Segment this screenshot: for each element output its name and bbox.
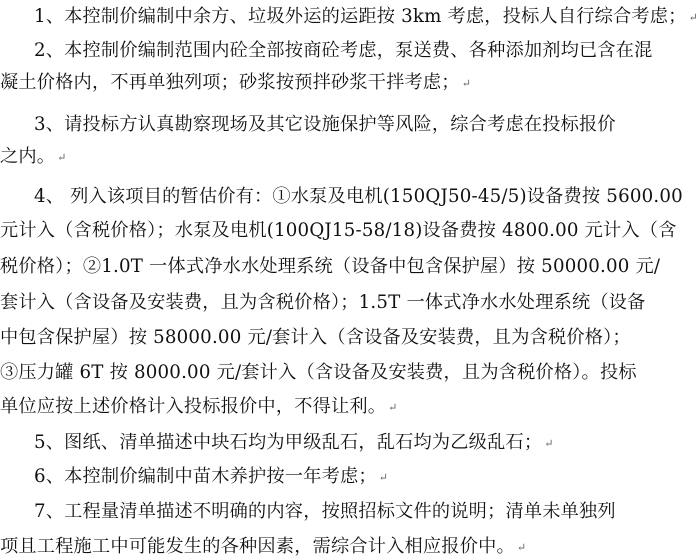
line-text: 7、工程量清单描述不明确的内容，按照招标文件的说明；清单未单独列 bbox=[34, 501, 616, 522]
paragraph-7-line-2 bbox=[0, 535, 690, 560]
line-text: 项且工程施工中可能发生的各种因素，需综合计入相应报价中。 bbox=[0, 536, 515, 557]
paragraph-4-line-7 bbox=[0, 395, 690, 420]
paragraph-4-line-5 bbox=[0, 326, 690, 350]
paragraph-3-line-1 bbox=[34, 113, 690, 137]
line-text: 元计入（含税价格）；水泵及电机(100QJ15-58/18)设备费按 4800.00 元计入（含 bbox=[0, 220, 677, 241]
paragraph-mark-icon: ↵ bbox=[378, 471, 389, 484]
line-text: 单位应按上述价格计入投标报价中，不得让利。 bbox=[0, 396, 387, 417]
paragraph-mark-icon: ↵ bbox=[461, 77, 472, 90]
paragraph-4-line-4 bbox=[0, 291, 690, 315]
line-text: 之内。 bbox=[0, 146, 56, 167]
line-text: 1、本控制价编制中余方、垃圾外运的运距按 3km 考虑，投标人自行综合考虑； bbox=[34, 6, 687, 27]
paragraph-mark-icon: ↵ bbox=[688, 11, 698, 24]
paragraph-4-line-2 bbox=[0, 219, 690, 243]
paragraph-mark-icon: ↵ bbox=[57, 151, 67, 164]
paragraph-4-line-1 bbox=[34, 185, 690, 209]
line-text: 中包含保护屋）按 58000.00 元/套计入（含设备及安装费，且为含税价格）； bbox=[0, 327, 631, 348]
line-text: 4、 列入该项目的暂估价有：①水泵及电机(150QJ50-45/5)设备费按 5600.00 bbox=[34, 186, 683, 207]
line-text: 套计入（含设备及安装费，且为含税价格）；1.5T 一体式净水水处理系统（设备 bbox=[0, 292, 646, 313]
line-text: 税价格）；②1.0T 一体式净水水处理系统（设备中包含保护屋）按 50000.00 元/ bbox=[0, 256, 661, 277]
line-text: 5、图纸、清单描述中块石均为甲级乱石，乱石均为乙级乱石； bbox=[34, 432, 543, 453]
paragraph-2-line-1 bbox=[34, 39, 690, 63]
line-text: ③压力罐 6T 按 8000.00 元/套计入（含设备及安装费，且为含税价格）。投标 bbox=[0, 362, 637, 383]
paragraph-6-line-1 bbox=[34, 465, 690, 490]
line-text: 凝土价格内，不再单独列项；砂浆按预拌砂浆干拌考虑； bbox=[0, 72, 460, 93]
line-text: 3、请投标方认真勘察现场及其它设施保护等风险，综合考虑在投标报价 bbox=[34, 114, 616, 135]
line-text: 6、本控制价编制中苗木养护按一年考虑； bbox=[34, 466, 377, 487]
paragraph-mark-icon: ↵ bbox=[544, 437, 554, 450]
paragraph-mark-icon: ↵ bbox=[388, 401, 398, 414]
paragraph-3-line-2 bbox=[0, 145, 690, 170]
paragraph-1-line-1 bbox=[34, 5, 698, 30]
paragraph-mark-icon: ↵ bbox=[516, 541, 527, 554]
paragraph-7-line-1 bbox=[34, 500, 690, 524]
paragraph-4-line-6 bbox=[0, 361, 690, 385]
paragraph-2-line-2 bbox=[0, 71, 690, 96]
paragraph-4-line-3 bbox=[0, 255, 690, 279]
line-text: 2、本控制价编制范围内砼全部按商砼考虑，泵送费、各种添加剂均已含在混 bbox=[34, 40, 653, 61]
paragraph-5-line-1 bbox=[34, 431, 690, 456]
